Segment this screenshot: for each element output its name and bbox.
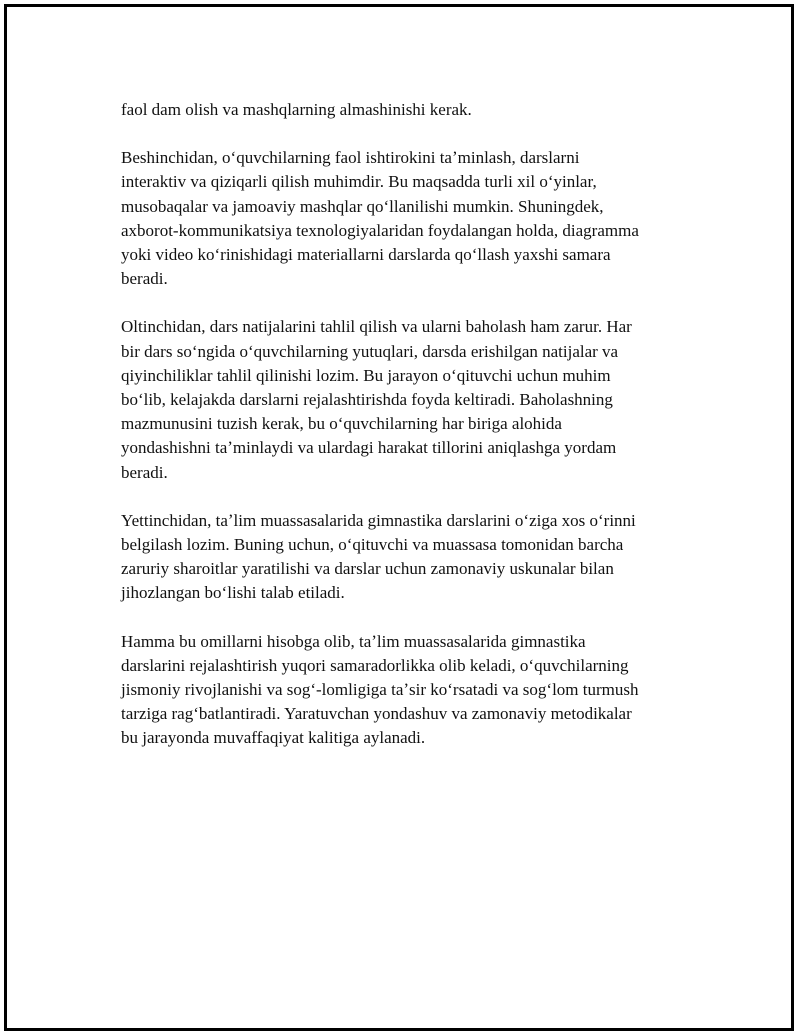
text-line: bir dars soʻngida oʻquvchilarning yutuqlari, darsda erishilgan natijalar va — [121, 341, 619, 361]
text-line: mazmunusini tuzish kerak, bu oʻquvchilarning har biriga alohida — [121, 414, 562, 434]
text-line: darslarini rejalashtirish yuqori samaradorlikka olib keladi, oʻquvchilarning — [121, 655, 629, 675]
paragraph-1 — [121, 98, 701, 122]
paragraph-2 — [121, 146, 701, 291]
text-line: tarziga ragʻbatlantiradi. Yaratuvchan yondashuv va zamonaviy metodikalar — [121, 704, 632, 724]
text-line: interaktiv va qiziqarli qilish muhimdir. Bu maqsadda turli xil oʻyinlar, — [121, 172, 597, 192]
text-line: axborot-kommunikatsiya texnologiyalaridan foydalangan holda, diagramma — [121, 220, 639, 240]
text-line: Oltinchidan, dars natijalarini tahlil qilish va ularni baholash ham zarur. Har — [121, 317, 632, 337]
text-line: bu jarayonda muvaffaqiyat kalitiga aylanadi. — [121, 728, 426, 748]
text-line: boʻlib, kelajakda darslarni rejalashtirishda foyda keltiradi. Baholashning — [121, 390, 613, 410]
text-line: Yettinchidan, taʼlim muassasalarida gimnastika darslarini oʻziga xos oʻrinni — [121, 510, 636, 530]
paragraph-3 — [121, 315, 701, 484]
text-line: qiyinchiliklar tahlil qilinishi lozim. Bu jarayon oʻqituvchi uchun muhim — [121, 365, 611, 385]
text-line: jismoniy rivojlanishi va sogʻ-lomligiga taʼsir koʻrsatadi va sogʻlom turmush — [121, 680, 639, 700]
text-line: yondashishni taʼminlaydi va ulardagi harakat tillorini aniqlashga yordam — [121, 438, 617, 458]
paragraph-5 — [121, 630, 701, 751]
text-line: Beshinchidan, oʻquvchilarning faol ishtirokini taʼminlash, darslarni — [121, 148, 580, 168]
text-line: belgilash lozim. Buning uchun, oʻqituvchi va muassasa tomonidan barcha — [121, 535, 624, 555]
text-line: zaruriy sharoitlar yaratilishi va darslar uchun zamonaviy uskunalar bilan — [121, 559, 614, 579]
text-line: beradi. — [121, 462, 168, 482]
text-line: faol dam olish va mashqlarning almashinishi kerak. — [121, 100, 472, 119]
text-line: Hamma bu omillarni hisobga olib, taʼlim muassasalarida gimnastika — [121, 631, 586, 651]
document-body — [121, 98, 701, 775]
text-line: jihozlangan boʻlishi talab etiladi. — [121, 583, 345, 603]
text-line: yoki video koʻrinishidagi materiallarni darslarda qoʻllash yaxshi samara — [121, 245, 611, 265]
text-line: beradi. — [121, 269, 168, 289]
paragraph-4 — [121, 509, 701, 606]
text-line: musobaqalar va jamoaviy mashqlar qoʻllanilishi mumkin. Shuningdek, — [121, 196, 604, 216]
page-frame — [4, 4, 794, 1031]
